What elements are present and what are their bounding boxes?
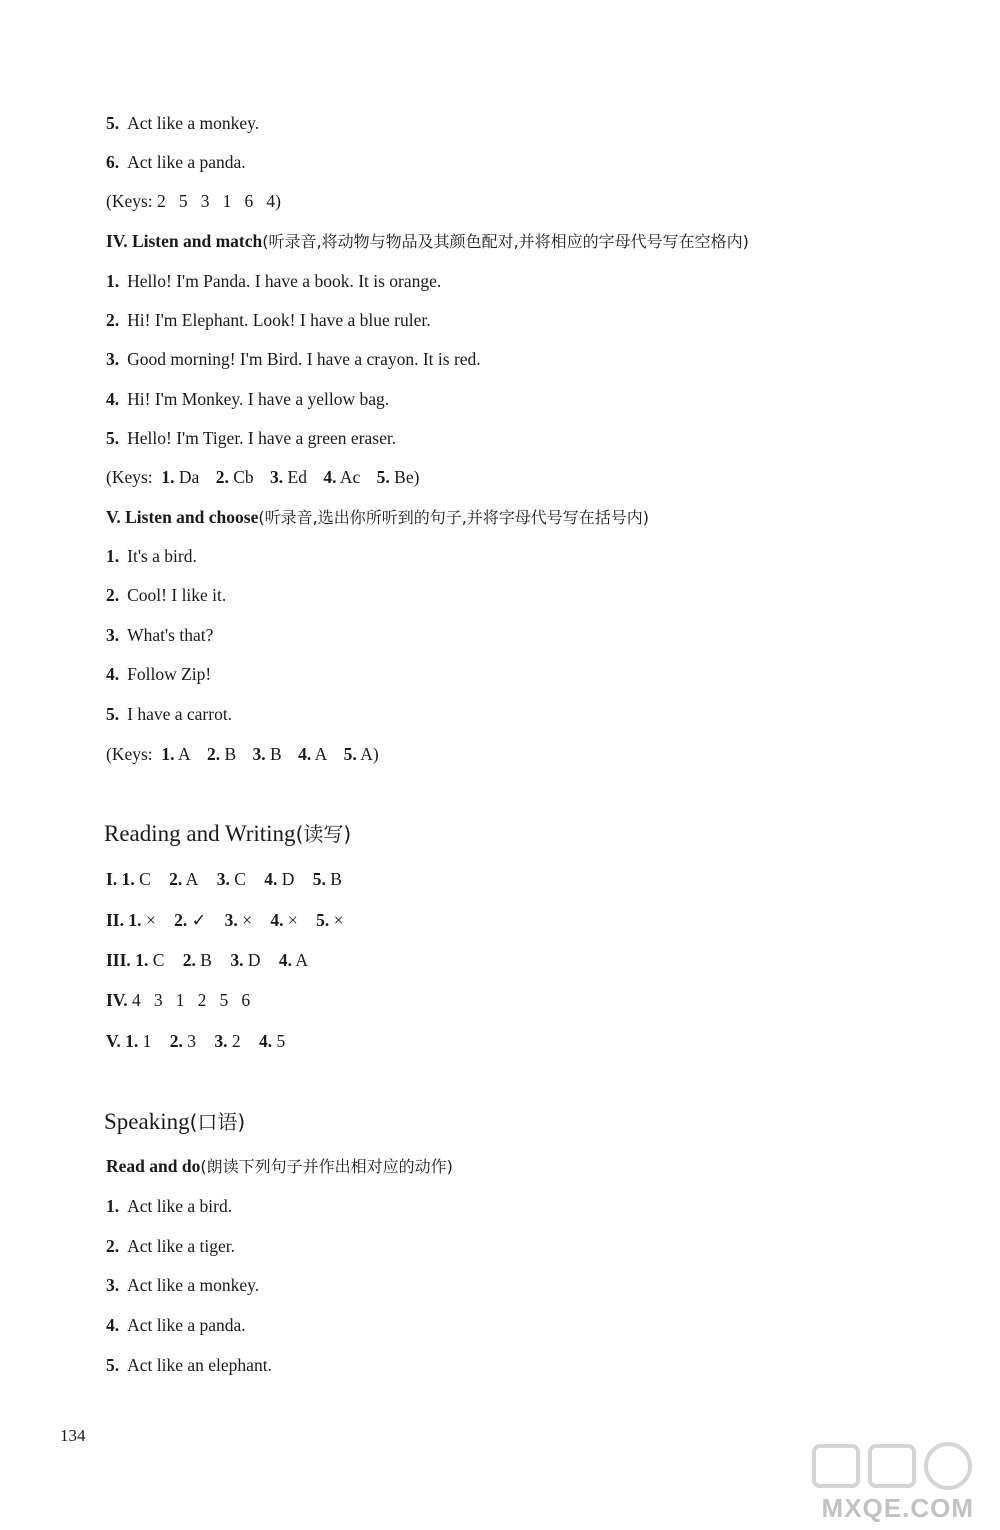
list-item: 2. Cool! I like it.: [106, 585, 227, 605]
answer-row: II. 1. × 2. ✓ 3. × 4. × 5. ×: [106, 910, 344, 930]
answer-row: IV. 4 3 1 2 5 6: [106, 990, 251, 1010]
list-item: 4. Act like a panda.: [106, 1315, 246, 1335]
answer-row: I. 1. C 2. A 3. C 4. D 5. B: [106, 869, 342, 889]
watermark-text: MXQE.COM: [821, 1493, 974, 1523]
list-item: 5. Act like a monkey.: [106, 113, 260, 133]
section-heading: IV. Listen and match(听录音,将动物与物品及其颜色配对,并将相应的字母代号写在空格内): [106, 231, 749, 251]
list-item: 1. Act like a bird.: [106, 1196, 233, 1216]
section-title: Speaking(口语): [104, 1109, 246, 1134]
list-item: 3. Act like a monkey.: [106, 1275, 260, 1295]
page-number: 134: [60, 1426, 86, 1445]
answer-row: III. 1. C 2. B 3. D 4. A: [106, 950, 309, 970]
section-heading: Read and do(朗读下列句子并作出相对应的动作): [106, 1156, 453, 1176]
answer-keys: (Keys: 1. Da 2. Cb 3. Ed 4. Ac 5. Be): [106, 467, 420, 487]
list-item: 2. Hi! I'm Elephant. Look! I have a blue ruler.: [106, 310, 431, 330]
list-item: 5. Act like an elephant.: [106, 1355, 272, 1375]
list-item: 5. I have a carrot.: [106, 704, 233, 724]
list-item: 6. Act like a panda.: [106, 152, 246, 172]
list-item: 4. Follow Zip!: [106, 664, 212, 684]
list-item: 4. Hi! I'm Monkey. I have a yellow bag.: [106, 389, 390, 409]
answer-row: V. 1. 1 2. 3 3. 2 4. 5: [106, 1031, 286, 1051]
list-item: 2. Act like a tiger.: [106, 1236, 236, 1256]
list-item: 5. Hello! I'm Tiger. I have a green eraser.: [106, 428, 397, 448]
section-heading: V. Listen and choose(听录音,选出你所听到的句子,并将字母代号写在括号内): [106, 507, 650, 527]
list-item: 1. It's a bird.: [106, 546, 197, 566]
list-item: 1. Hello! I'm Panda. I have a book. It is orange.: [106, 271, 442, 291]
list-item: 3. Good morning! I'm Bird. I have a crayon. It is red.: [106, 349, 481, 369]
answer-keys: (Keys: 2 5 3 1 6 4): [106, 191, 281, 211]
answer-keys: (Keys: 1. A 2. B 3. B 4. A 5. A): [106, 744, 379, 764]
section-title: Reading and Writing(读写): [104, 821, 352, 846]
list-item: 3. What's that?: [106, 625, 214, 645]
